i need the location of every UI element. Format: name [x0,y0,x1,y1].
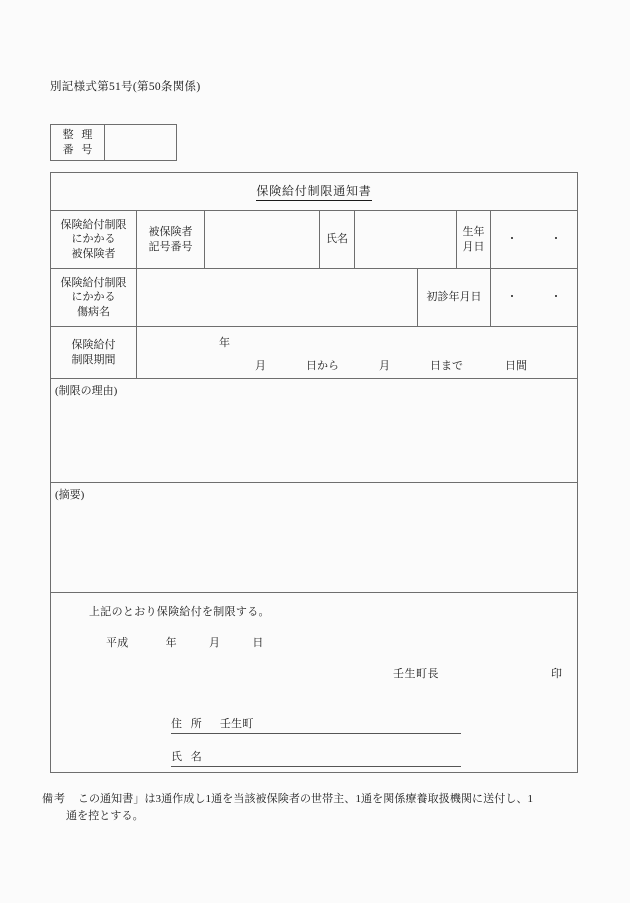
insured-dob-label [457,211,491,268]
reference-number-label-line1: 整 理 [62,129,95,142]
reference-number-field[interactable] [105,125,176,160]
period-detail-line [137,357,577,373]
period-month-to: 月 [379,360,390,372]
insured-name-label: 氏名 [320,211,355,268]
first-visit-label: 初診年月日 [418,269,491,326]
disease-row [51,269,577,327]
disease-header-line1: 保険給付制限 [60,277,127,290]
restriction-period-row [51,327,577,379]
period-day-to: 日まで [430,360,463,372]
reference-number-label [51,125,105,160]
footer-note-line1: この通知書」は3通作成し1通を当該被保険者の世帯主、1通を関係療養取扱機関に送付し、1 [77,793,534,805]
seal-mark: 印 [551,668,562,680]
form-number-label: 別記様式第51号(第50条関係) [50,81,201,93]
recipient-name-line[interactable] [171,748,461,767]
recipient-address-label: 住 所 [171,718,205,730]
issue-date-line[interactable] [106,634,264,650]
issue-era-label: 平成 [106,637,129,649]
restriction-statement: 上記のとおり保険給付を制限する。 [89,606,270,618]
insured-person-row [51,211,577,269]
disease-name-field[interactable] [137,269,418,326]
first-visit-field[interactable]: ・ ・ [506,291,562,304]
period-month-from: 月 [255,360,266,372]
insured-header-line3: 被保険者 [71,247,116,260]
period-total-days: 日間 [505,360,527,372]
insured-symbol-label [137,211,205,268]
insured-name-field[interactable] [355,211,457,268]
signature-area [51,593,577,772]
reference-number-box [50,124,177,161]
disease-header-line2: にかかる [71,291,116,304]
footer-note-line2: 通を控とする。 [66,809,144,822]
period-year-label: 年 [219,337,230,349]
recipient-address-line[interactable] [171,715,461,734]
table-title-row [51,173,577,211]
reason-block[interactable] [51,379,577,483]
footer-note-label: 備考 [42,793,66,805]
notification-table [50,172,578,773]
disease-header [51,269,137,326]
recipient-name-label: 氏 名 [171,751,205,763]
insured-header-line1: 保険給付制限 [60,219,127,232]
issue-month-label: 月 [209,637,221,649]
remarks-block-label: (摘要) [55,489,85,501]
footer-note [42,791,587,824]
insured-symbol-field[interactable] [205,211,320,268]
insured-person-header [51,211,137,268]
insured-dob-field[interactable]: ・ ・ [506,233,562,246]
restriction-period-field[interactable] [137,327,577,378]
insured-header-line2: にかかる [71,233,116,246]
recipient-address-value: 壬生町 [219,718,254,730]
issue-day-label: 日 [252,637,264,649]
period-header-line2: 制限期間 [71,353,116,366]
issue-year-label: 年 [165,637,177,649]
document-title-text: 保険給付制限通知書 [256,182,371,201]
issuer-title: 壬生町長 [393,668,439,680]
document-title [51,173,577,210]
disease-header-line3: 傷病名 [77,305,110,318]
period-header-line1: 保険給付 [71,339,116,352]
insured-symbol-label-line1: 被保険者 [148,226,193,239]
insured-dob-label-line2: 月日 [462,240,485,253]
reference-number-label-line2: 番 号 [62,143,95,156]
insured-symbol-label-line2: 記号番号 [148,240,193,253]
insured-dob-label-line1: 生年 [462,226,485,239]
restriction-period-header [51,327,137,378]
remarks-block[interactable] [51,483,577,593]
reason-block-label: (制限の理由) [55,385,118,397]
period-day-from: 日から [306,360,339,372]
